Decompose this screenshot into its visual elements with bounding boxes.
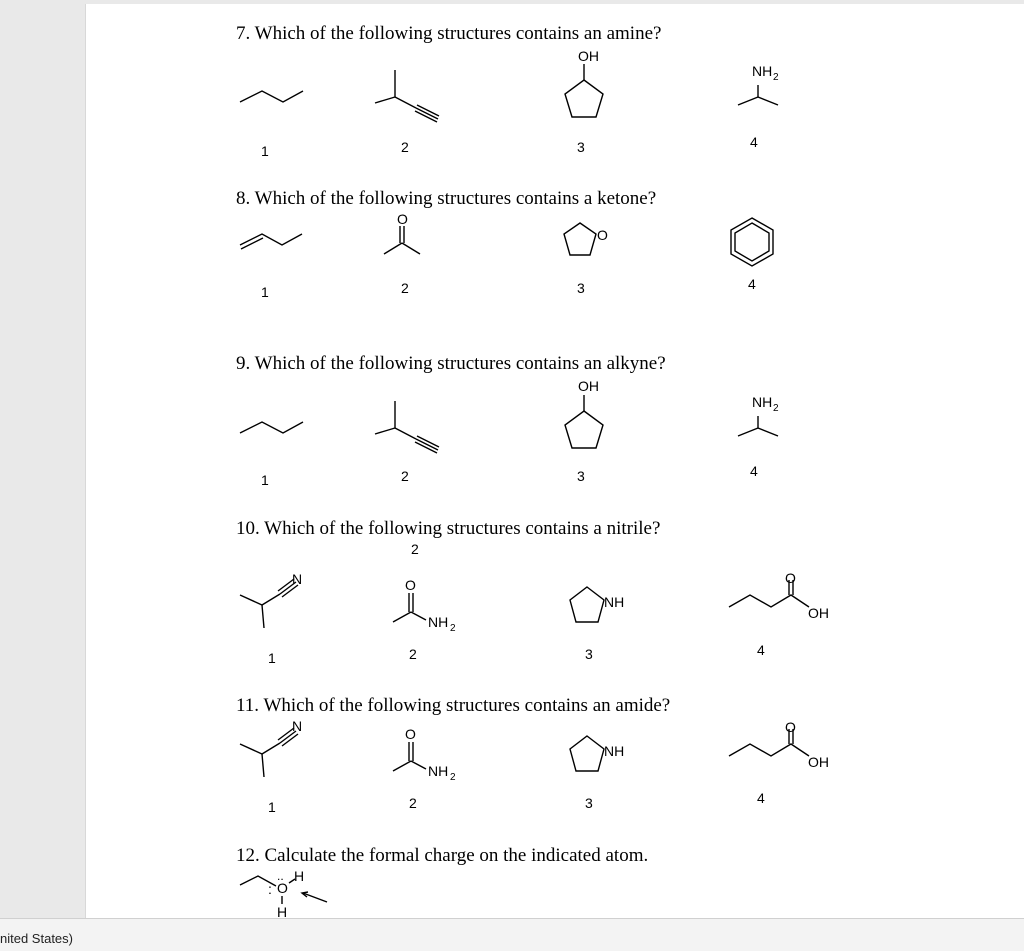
q9-nh-label: NH [752, 394, 773, 410]
q7-option-1-label: 1 [261, 143, 269, 159]
q10-structure-1-nitrile [240, 571, 302, 628]
q7-structure-4-amine [738, 63, 779, 105]
q8-ring-o-label: O [597, 227, 608, 243]
q10-n-label: N [292, 571, 303, 587]
q10-option-2-label: 2 [409, 646, 417, 662]
q12-structure-ethanol-oxonium [240, 868, 327, 918]
q12-o-label: O [277, 880, 288, 896]
question-10-text: 10. Which of the following structures contains a nitrile? [236, 518, 661, 539]
q9-structure-3-cyclopentanol [565, 378, 603, 448]
q10-option-1-label: 1 [268, 650, 276, 666]
q10-structure-2-acetamide [393, 577, 456, 634]
q8-option-4-label: 4 [748, 276, 756, 292]
q9-option-1-label: 1 [261, 472, 269, 488]
q9-option-4-label: 4 [750, 463, 758, 479]
q11-nh2-subscript: 2 [450, 772, 456, 783]
q7-structure-2-alkyne [375, 70, 439, 122]
q7-nh-label: NH [752, 63, 773, 79]
q7-option-4-label: 4 [750, 134, 758, 150]
q9-oh-label: OH [578, 378, 599, 394]
q12-h-upper-label: H [294, 868, 305, 884]
q8-option-3-label: 3 [577, 280, 585, 296]
q7-structure-3-cyclopentanol [565, 48, 603, 117]
q9-structure-1-propane [240, 422, 303, 433]
status-bar [0, 918, 1024, 951]
q9-option-3-label: 3 [577, 468, 585, 484]
q10-nh-label: NH [604, 594, 625, 610]
q10-option-4-label: 4 [757, 642, 765, 658]
q7-structure-1-propane [240, 91, 303, 102]
q10-o-label: O [405, 577, 416, 593]
question-10-sub-note: 2 [411, 541, 419, 557]
q11-structure-2-acetamide [393, 726, 456, 783]
q7-nh-subscript: 2 [773, 72, 779, 83]
q12-h-lower-label: H [277, 904, 288, 918]
question-9-text: 9. Which of the following structures contains an alkyne? [236, 353, 666, 374]
q11-option-1-label: 1 [268, 799, 276, 815]
q11-nh-label: NH [604, 743, 625, 759]
q11-structure-3-pyrrolidine [570, 736, 624, 771]
q10-structure-4-carboxylic-acid [729, 570, 829, 621]
q11-option-4-label: 4 [757, 790, 765, 806]
q11-o-label: O [405, 726, 416, 742]
q9-nh-subscript: 2 [773, 403, 779, 414]
q10-structure-3-pyrrolidine [570, 587, 624, 622]
q8-option-1-label: 1 [261, 284, 269, 300]
q8-structure-4-benzene [731, 218, 773, 266]
q11-acid-oh-label: OH [808, 754, 829, 770]
q11-structure-1-nitrile [240, 718, 302, 777]
q10-acid-oh-label: OH [808, 605, 829, 621]
q11-nh2-label: NH [428, 763, 449, 779]
question-7-text: 7. Which of the following structures contains an amine? [236, 23, 662, 44]
q9-option-2-label: 2 [401, 468, 409, 484]
q8-structure-3-thf [564, 223, 608, 255]
q11-acid-o-label: O [785, 719, 796, 735]
q9-structure-2-alkyne [375, 401, 439, 453]
q9-structure-4-amine [738, 394, 779, 436]
q8-o-label: O [397, 211, 408, 227]
q8-option-2-label: 2 [401, 280, 409, 296]
q10-nh2-label: NH [428, 614, 449, 630]
q11-option-3-label: 3 [585, 795, 593, 811]
question-8-text: 8. Which of the following structures contains a ketone? [236, 188, 657, 209]
q8-structure-2-acetone [384, 211, 420, 254]
q7-oh-label: OH [578, 48, 599, 64]
q7-option-3-label: 3 [577, 139, 585, 155]
q12-lone-pair-left: : [268, 881, 272, 897]
q11-n-label: N [292, 718, 303, 734]
status-bar-language[interactable]: nited States) [0, 931, 73, 946]
q12-lone-pair-top: .. [277, 869, 284, 883]
q10-option-3-label: 3 [585, 646, 593, 662]
q11-structure-4-carboxylic-acid [729, 719, 829, 770]
question-11-text: 11. Which of the following structures contains an amide? [236, 695, 671, 716]
q7-option-2-label: 2 [401, 139, 409, 155]
q10-nh2-subscript: 2 [450, 623, 456, 634]
q10-acid-o-label: O [785, 570, 796, 586]
q8-structure-1-propene [240, 234, 302, 249]
question-12-text: 12. Calculate the formal charge on the indicated atom. [236, 845, 649, 866]
q11-option-2-label: 2 [409, 795, 417, 811]
